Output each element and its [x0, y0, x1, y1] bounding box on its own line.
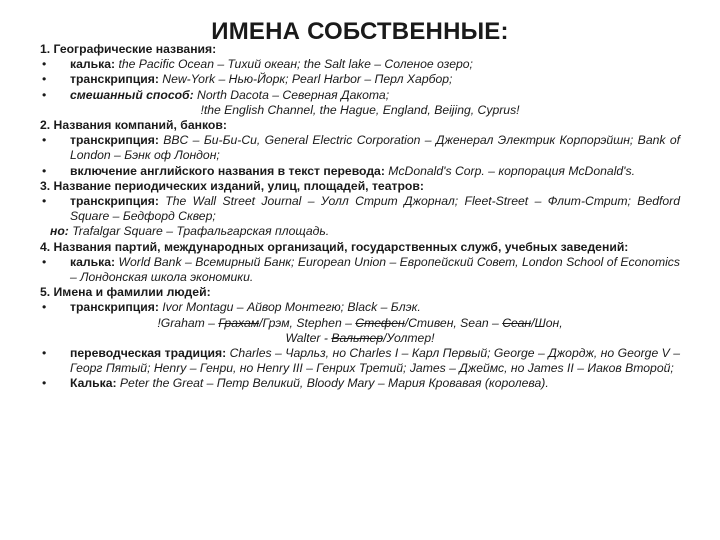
walter-struck: Вальтер	[331, 330, 384, 345]
names-part-7: /Шон,	[531, 315, 563, 330]
bullet-icon: •	[42, 87, 47, 102]
s5-b1-label: транскрипция:	[70, 300, 159, 315]
s5-b2-label: переводческая традиция:	[70, 346, 227, 361]
walter-part-1: Walter -	[285, 330, 332, 345]
bullet-icon: •	[42, 346, 47, 361]
s1-bullet-2	[40, 72, 680, 87]
section-1-heading: 1. Географические названия:	[40, 42, 217, 56]
section-2-heading: 2. Названия компаний, банков:	[40, 118, 227, 133]
s2-b2-text: McDonald's Corp. – корпорация McDonald's.	[384, 163, 635, 178]
section-4-heading: 4. Названия партий, международных организаций, государственных служб, учебных заведений:	[40, 239, 629, 254]
bullet-icon: •	[42, 163, 47, 178]
s3-b1-text: The Wall Street Journal – Уолл Стрит Джорнал; Fleet-Street – Флит-Стрит; Bedford Square – Бедфорд Сквер;	[70, 194, 680, 224]
bullet-icon: •	[42, 72, 47, 87]
s4-b1-text: World Bank – Всемирный Банк; European Union – Европейский Совет, London School of Economics – Лондонская школа экономики.	[70, 254, 680, 285]
s3-b1-label: транскрипция:	[70, 194, 159, 209]
bullet-icon: •	[42, 300, 47, 315]
bullet-icon: •	[42, 194, 47, 209]
s5-b3-text: Peter the Great – Петр Великий, Bloody Mary – Мария Кровавая (королева).	[116, 376, 549, 391]
s3-exception	[40, 224, 680, 239]
s1-bullet-3	[40, 88, 680, 103]
s1-b1-label: калька:	[70, 57, 116, 72]
bullet-icon: •	[42, 57, 47, 72]
s5-bullet-1	[40, 300, 680, 315]
s1-b1-text: the Pacific Ocean – Тихий океан; the Salt lake – Соленое озеро;	[115, 57, 473, 72]
s5-names-note	[40, 316, 680, 331]
s2-b1-text: BBC – Би-Би-Си, General Electric Corporation – Дженерал Электрик Корпорэйшн; Bank of London – Бэнк оф Лондон;	[70, 133, 680, 163]
s2-b2-label: включение английского названия в текст перевода:	[70, 163, 385, 178]
names-struck-1: Грахам	[218, 315, 260, 330]
s2-b1-label: транскрипция:	[70, 133, 159, 148]
s1-b3-label: смешанный способ:	[70, 87, 194, 102]
slide-title: ИМЕНА СОБСТВЕННЫЕ:	[211, 18, 509, 45]
names-part-5: /Стивен, Sean –	[404, 315, 503, 330]
bullet-icon: •	[42, 254, 47, 269]
s3-bullet-1	[40, 194, 680, 224]
s2-bullet-1	[40, 133, 680, 163]
s5-b1-text: Ivor Montagu – Айвор Монтегю; Black – Блэк.	[158, 300, 421, 315]
s1-bullet-1	[40, 57, 680, 72]
s4-b1-label: калька:	[70, 254, 116, 269]
s1-b3-text: North Dacota – Северная Дакота;	[193, 87, 390, 102]
s5-bullet-3	[40, 376, 680, 391]
s1-note: !the English Channel, the Hague, England, Beijing, Cyprus!	[200, 102, 520, 117]
names-struck-2: Стефен	[355, 315, 405, 330]
s3-but-label: но:	[50, 224, 69, 239]
bullet-icon: •	[42, 133, 47, 148]
s1-b2-text: New-York – Нью-Йорк; Pearl Harbor – Перл Харбор;	[158, 72, 453, 87]
names-part-3: /Грэм, Stephen –	[259, 315, 356, 330]
s1-b2-label: транскрипция:	[70, 72, 159, 87]
s3-but-text: Trafalgar Square – Трафальгарская площадь.	[68, 224, 330, 239]
names-part-1: !Graham –	[157, 315, 219, 330]
s5-b2-text: Charles – Чарльз, но Charles I – Карл Первый; George – Джордж, но George V – Георг Пятый; Henry – Генри, но Henry III – Генрих Третий; James – Джеймс, но James II – Иаков Второй;	[70, 346, 680, 376]
s4-bullet-1	[40, 255, 680, 285]
s5-walter-note	[40, 331, 680, 346]
section-5-heading: 5. Имена и фамилии людей:	[40, 285, 211, 300]
s5-b3-label: Калька:	[70, 376, 117, 391]
slide-content	[40, 42, 680, 392]
s5-bullet-2	[40, 346, 680, 376]
s2-bullet-2	[40, 164, 680, 179]
section-3-heading: 3. Название периодических изданий, улиц, площадей, театров:	[40, 178, 424, 193]
names-struck-3: Сеан	[502, 315, 532, 330]
bullet-icon: •	[42, 376, 47, 391]
walter-part-3: /Уолтер!	[383, 330, 435, 345]
